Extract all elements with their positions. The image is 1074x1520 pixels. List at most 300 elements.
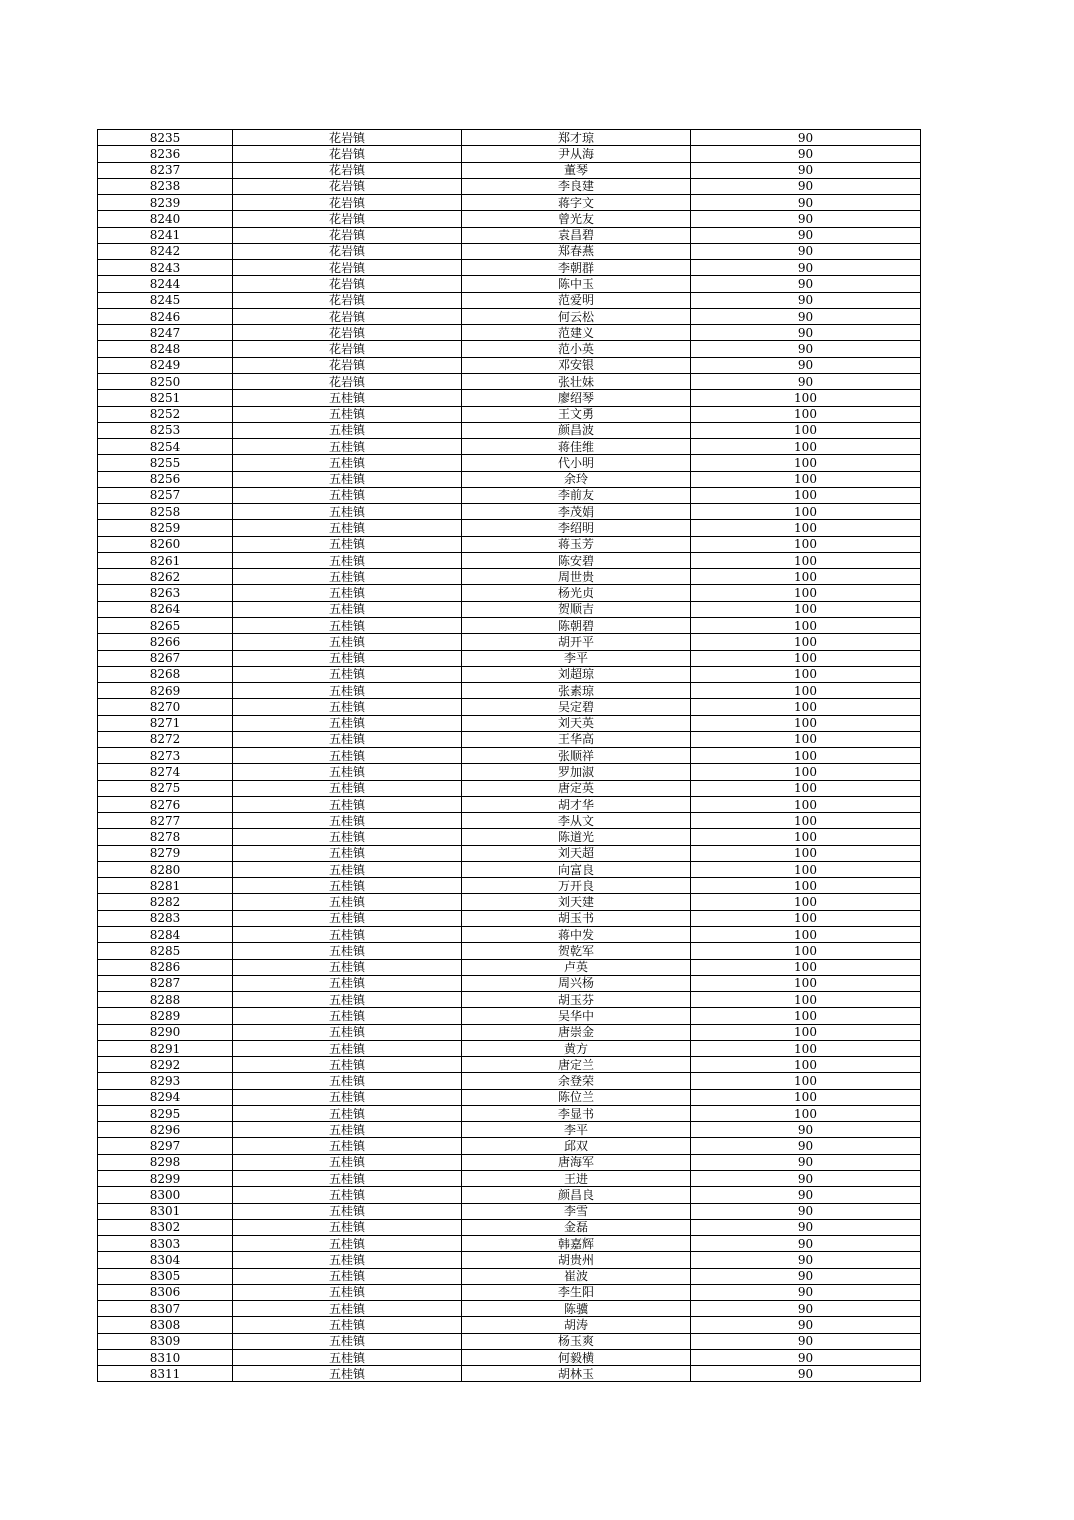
table-row [98,699,921,715]
table-row [98,1187,921,1203]
person-name-cell: 贺乾军 [462,943,691,959]
serial-number-cell: 8272 [98,731,233,747]
table-row [98,471,921,487]
serial-number-cell: 8261 [98,552,233,568]
table-row [98,520,921,536]
serial-number-cell: 8275 [98,780,233,796]
table-row [98,1284,921,1300]
town-cell: 五桂镇 [233,1219,462,1235]
serial-number-cell: 8249 [98,357,233,373]
table-row [98,569,921,585]
amount-cell: 90 [691,1236,921,1252]
amount-cell: 90 [691,178,921,194]
person-name-cell: 李平 [462,650,691,666]
person-name-cell: 陈安碧 [462,552,691,568]
serial-number-cell: 8241 [98,227,233,243]
serial-number-cell: 8267 [98,650,233,666]
serial-number-cell: 8244 [98,276,233,292]
town-cell: 五桂镇 [233,1024,462,1040]
serial-number-cell: 8283 [98,910,233,926]
amount-cell: 90 [691,1219,921,1235]
town-cell: 五桂镇 [233,878,462,894]
amount-cell: 90 [691,1301,921,1317]
person-name-cell: 李雪 [462,1203,691,1219]
town-cell: 五桂镇 [233,1057,462,1073]
amount-cell: 90 [691,1171,921,1187]
person-name-cell: 金磊 [462,1219,691,1235]
amount-cell: 90 [691,260,921,276]
town-cell: 五桂镇 [233,390,462,406]
serial-number-cell: 8274 [98,764,233,780]
table-row [98,1073,921,1089]
table-row [98,422,921,438]
amount-cell: 100 [691,1057,921,1073]
amount-cell: 100 [691,552,921,568]
serial-number-cell: 8285 [98,943,233,959]
person-name-cell: 罗加淑 [462,764,691,780]
serial-number-cell: 8284 [98,927,233,943]
person-name-cell: 刘超琼 [462,666,691,682]
person-name-cell: 周兴杨 [462,975,691,991]
serial-number-cell: 8240 [98,211,233,227]
serial-number-cell: 8246 [98,308,233,324]
person-name-cell: 胡林玉 [462,1366,691,1382]
amount-cell: 100 [691,731,921,747]
serial-number-cell: 8307 [98,1301,233,1317]
person-name-cell: 颜昌波 [462,422,691,438]
table-row [98,1268,921,1284]
town-cell: 五桂镇 [233,1122,462,1138]
table-row [98,1349,921,1365]
town-cell: 五桂镇 [233,1349,462,1365]
table-row [98,715,921,731]
serial-number-cell: 8253 [98,422,233,438]
serial-number-cell: 8297 [98,1138,233,1154]
amount-cell: 90 [691,341,921,357]
town-cell: 五桂镇 [233,1187,462,1203]
table-row [98,601,921,617]
table-row [98,243,921,259]
amount-cell: 100 [691,910,921,926]
table-row [98,260,921,276]
town-cell: 五桂镇 [233,894,462,910]
table-row [98,146,921,162]
town-cell: 五桂镇 [233,927,462,943]
town-cell: 花岩镇 [233,130,462,146]
amount-cell: 100 [691,959,921,975]
serial-number-cell: 8245 [98,292,233,308]
serial-number-cell: 8288 [98,992,233,1008]
serial-number-cell: 8247 [98,325,233,341]
person-name-cell: 唐定英 [462,780,691,796]
amount-cell: 100 [691,520,921,536]
person-name-cell: 吴定碧 [462,699,691,715]
amount-cell: 100 [691,439,921,455]
person-name-cell: 郑春燕 [462,243,691,259]
amount-cell: 90 [691,1138,921,1154]
table-row [98,487,921,503]
amount-cell: 90 [691,1366,921,1382]
person-name-cell: 代小明 [462,455,691,471]
amount-cell: 100 [691,1040,921,1056]
serial-number-cell: 8268 [98,666,233,682]
table-row [98,406,921,422]
serial-number-cell: 8270 [98,699,233,715]
amount-cell: 90 [691,211,921,227]
amount-cell: 90 [691,146,921,162]
amount-cell: 100 [691,601,921,617]
serial-number-cell: 8258 [98,504,233,520]
table-row [98,975,921,991]
serial-number-cell: 8266 [98,634,233,650]
town-cell: 五桂镇 [233,992,462,1008]
person-name-cell: 李平 [462,1122,691,1138]
serial-number-cell: 8255 [98,455,233,471]
serial-number-cell: 8311 [98,1366,233,1382]
person-name-cell: 张素琼 [462,683,691,699]
table-row [98,829,921,845]
person-name-cell: 何云松 [462,308,691,324]
person-name-cell: 李生阳 [462,1284,691,1300]
serial-number-cell: 8250 [98,373,233,389]
town-cell: 五桂镇 [233,455,462,471]
table-row [98,683,921,699]
town-cell: 花岩镇 [233,325,462,341]
person-name-cell: 唐定兰 [462,1057,691,1073]
person-name-cell: 陈位兰 [462,1089,691,1105]
person-name-cell: 蒋玉芳 [462,536,691,552]
town-cell: 花岩镇 [233,276,462,292]
table-row [98,536,921,552]
serial-number-cell: 8295 [98,1105,233,1121]
person-name-cell: 余玲 [462,471,691,487]
amount-cell: 100 [691,536,921,552]
person-name-cell: 颜昌良 [462,1187,691,1203]
serial-number-cell: 8296 [98,1122,233,1138]
serial-number-cell: 8292 [98,1057,233,1073]
person-name-cell: 李从文 [462,813,691,829]
serial-number-cell: 8252 [98,406,233,422]
amount-cell: 100 [691,975,921,991]
person-name-cell: 张顺祥 [462,748,691,764]
town-cell: 五桂镇 [233,731,462,747]
amount-cell: 100 [691,471,921,487]
town-cell: 五桂镇 [233,1301,462,1317]
amount-cell: 90 [691,130,921,146]
table-row [98,943,921,959]
table-row [98,292,921,308]
serial-number-cell: 8276 [98,796,233,812]
town-cell: 五桂镇 [233,487,462,503]
serial-number-cell: 8251 [98,390,233,406]
amount-cell: 100 [691,764,921,780]
amount-cell: 90 [691,1268,921,1284]
amount-cell: 90 [691,1122,921,1138]
town-cell: 五桂镇 [233,1284,462,1300]
amount-cell: 100 [691,878,921,894]
serial-number-cell: 8264 [98,601,233,617]
town-cell: 五桂镇 [233,617,462,633]
town-cell: 五桂镇 [233,959,462,975]
table-row [98,585,921,601]
person-name-cell: 邓安银 [462,357,691,373]
serial-number-cell: 8303 [98,1236,233,1252]
town-cell: 五桂镇 [233,504,462,520]
person-name-cell: 王华高 [462,731,691,747]
person-name-cell: 范爱明 [462,292,691,308]
person-name-cell: 李绍明 [462,520,691,536]
amount-cell: 100 [691,927,921,943]
amount-cell: 100 [691,715,921,731]
table-row [98,1203,921,1219]
town-cell: 五桂镇 [233,1138,462,1154]
person-name-cell: 韩嘉辉 [462,1236,691,1252]
amount-cell: 100 [691,650,921,666]
amount-cell: 90 [691,325,921,341]
person-name-cell: 唐崇金 [462,1024,691,1040]
town-cell: 五桂镇 [233,1073,462,1089]
town-cell: 五桂镇 [233,943,462,959]
person-name-cell: 张壮妹 [462,373,691,389]
serial-number-cell: 8248 [98,341,233,357]
amount-cell: 100 [691,1008,921,1024]
serial-number-cell: 8260 [98,536,233,552]
table-row [98,1317,921,1333]
town-cell: 五桂镇 [233,1040,462,1056]
person-name-cell: 陈骥 [462,1301,691,1317]
serial-number-cell: 8289 [98,1008,233,1024]
amount-cell: 90 [691,373,921,389]
person-name-cell: 余登荣 [462,1073,691,1089]
records-table [97,129,921,1382]
serial-number-cell: 8278 [98,829,233,845]
town-cell: 五桂镇 [233,601,462,617]
town-cell: 五桂镇 [233,699,462,715]
table-row [98,1008,921,1024]
town-cell: 五桂镇 [233,422,462,438]
person-name-cell: 刘天超 [462,845,691,861]
table-row [98,1040,921,1056]
serial-number-cell: 8308 [98,1317,233,1333]
serial-number-cell: 8310 [98,1349,233,1365]
serial-number-cell: 8299 [98,1171,233,1187]
serial-number-cell: 8239 [98,195,233,211]
person-name-cell: 胡玉芬 [462,992,691,1008]
table-row [98,341,921,357]
town-cell: 五桂镇 [233,1105,462,1121]
town-cell: 五桂镇 [233,585,462,601]
town-cell: 五桂镇 [233,520,462,536]
table-row [98,1301,921,1317]
table-row [98,276,921,292]
town-cell: 花岩镇 [233,211,462,227]
serial-number-cell: 8279 [98,845,233,861]
amount-cell: 90 [691,1284,921,1300]
town-cell: 五桂镇 [233,439,462,455]
town-cell: 五桂镇 [233,406,462,422]
town-cell: 花岩镇 [233,178,462,194]
table-row [98,1057,921,1073]
table-row [98,780,921,796]
person-name-cell: 刘天英 [462,715,691,731]
table-row [98,162,921,178]
amount-cell: 100 [691,813,921,829]
person-name-cell: 向富良 [462,861,691,877]
table-row [98,992,921,1008]
amount-cell: 90 [691,1252,921,1268]
town-cell: 五桂镇 [233,1154,462,1170]
town-cell: 五桂镇 [233,1171,462,1187]
amount-cell: 100 [691,390,921,406]
town-cell: 五桂镇 [233,829,462,845]
table-row [98,1333,921,1349]
table-row [98,796,921,812]
town-cell: 花岩镇 [233,162,462,178]
town-cell: 五桂镇 [233,1203,462,1219]
serial-number-cell: 8269 [98,683,233,699]
person-name-cell: 胡才华 [462,796,691,812]
town-cell: 五桂镇 [233,861,462,877]
records-table-body [98,130,921,1382]
person-name-cell: 郑才琼 [462,130,691,146]
amount-cell: 90 [691,1154,921,1170]
town-cell: 五桂镇 [233,910,462,926]
table-row [98,1252,921,1268]
table-row [98,813,921,829]
amount-cell: 100 [691,569,921,585]
serial-number-cell: 8262 [98,569,233,585]
serial-number-cell: 8282 [98,894,233,910]
person-name-cell: 周世贵 [462,569,691,585]
amount-cell: 90 [691,162,921,178]
person-name-cell: 蒋佳维 [462,439,691,455]
person-name-cell: 何毅横 [462,1349,691,1365]
amount-cell: 100 [691,1024,921,1040]
town-cell: 花岩镇 [233,195,462,211]
serial-number-cell: 8263 [98,585,233,601]
table-row [98,439,921,455]
serial-number-cell: 8298 [98,1154,233,1170]
town-cell: 五桂镇 [233,1008,462,1024]
amount-cell: 100 [691,1089,921,1105]
amount-cell: 100 [691,1105,921,1121]
person-name-cell: 杨光贞 [462,585,691,601]
table-row [98,455,921,471]
town-cell: 花岩镇 [233,341,462,357]
amount-cell: 90 [691,195,921,211]
amount-cell: 100 [691,943,921,959]
person-name-cell: 范建义 [462,325,691,341]
person-name-cell: 黄方 [462,1040,691,1056]
serial-number-cell: 8236 [98,146,233,162]
town-cell: 五桂镇 [233,813,462,829]
serial-number-cell: 8257 [98,487,233,503]
table-row [98,845,921,861]
serial-number-cell: 8237 [98,162,233,178]
table-row [98,1154,921,1170]
table-row [98,617,921,633]
amount-cell: 100 [691,504,921,520]
person-name-cell: 邱双 [462,1138,691,1154]
amount-cell: 100 [691,406,921,422]
table-row [98,195,921,211]
person-name-cell: 曾光友 [462,211,691,227]
amount-cell: 100 [691,796,921,812]
town-cell: 五桂镇 [233,666,462,682]
amount-cell: 100 [691,455,921,471]
serial-number-cell: 8309 [98,1333,233,1349]
amount-cell: 90 [691,227,921,243]
person-name-cell: 吴华中 [462,1008,691,1024]
person-name-cell: 胡开平 [462,634,691,650]
amount-cell: 100 [691,829,921,845]
amount-cell: 100 [691,894,921,910]
serial-number-cell: 8287 [98,975,233,991]
serial-number-cell: 8294 [98,1089,233,1105]
amount-cell: 100 [691,683,921,699]
table-row [98,666,921,682]
amount-cell: 100 [691,861,921,877]
table-row [98,211,921,227]
town-cell: 五桂镇 [233,748,462,764]
town-cell: 五桂镇 [233,471,462,487]
person-name-cell: 李前友 [462,487,691,503]
table-row [98,357,921,373]
table-row [98,861,921,877]
town-cell: 五桂镇 [233,536,462,552]
table-row [98,748,921,764]
amount-cell: 90 [691,357,921,373]
amount-cell: 90 [691,1333,921,1349]
amount-cell: 100 [691,617,921,633]
person-name-cell: 唐海军 [462,1154,691,1170]
table-row [98,1089,921,1105]
town-cell: 五桂镇 [233,552,462,568]
town-cell: 花岩镇 [233,308,462,324]
serial-number-cell: 8304 [98,1252,233,1268]
serial-number-cell: 8238 [98,178,233,194]
amount-cell: 100 [691,666,921,682]
table-row [98,390,921,406]
person-name-cell: 王文勇 [462,406,691,422]
town-cell: 五桂镇 [233,683,462,699]
serial-number-cell: 8265 [98,617,233,633]
serial-number-cell: 8277 [98,813,233,829]
person-name-cell: 蒋字文 [462,195,691,211]
serial-number-cell: 8254 [98,439,233,455]
table-row [98,910,921,926]
town-cell: 花岩镇 [233,357,462,373]
table-row [98,552,921,568]
town-cell: 五桂镇 [233,1317,462,1333]
serial-number-cell: 8305 [98,1268,233,1284]
amount-cell: 100 [691,585,921,601]
table-row [98,1219,921,1235]
town-cell: 五桂镇 [233,845,462,861]
person-name-cell: 李朝群 [462,260,691,276]
serial-number-cell: 8293 [98,1073,233,1089]
town-cell: 五桂镇 [233,780,462,796]
town-cell: 五桂镇 [233,975,462,991]
table-row [98,308,921,324]
person-name-cell: 李显书 [462,1105,691,1121]
town-cell: 五桂镇 [233,650,462,666]
table-row [98,178,921,194]
person-name-cell: 蒋中发 [462,927,691,943]
amount-cell: 100 [691,780,921,796]
table-row [98,373,921,389]
town-cell: 花岩镇 [233,373,462,389]
